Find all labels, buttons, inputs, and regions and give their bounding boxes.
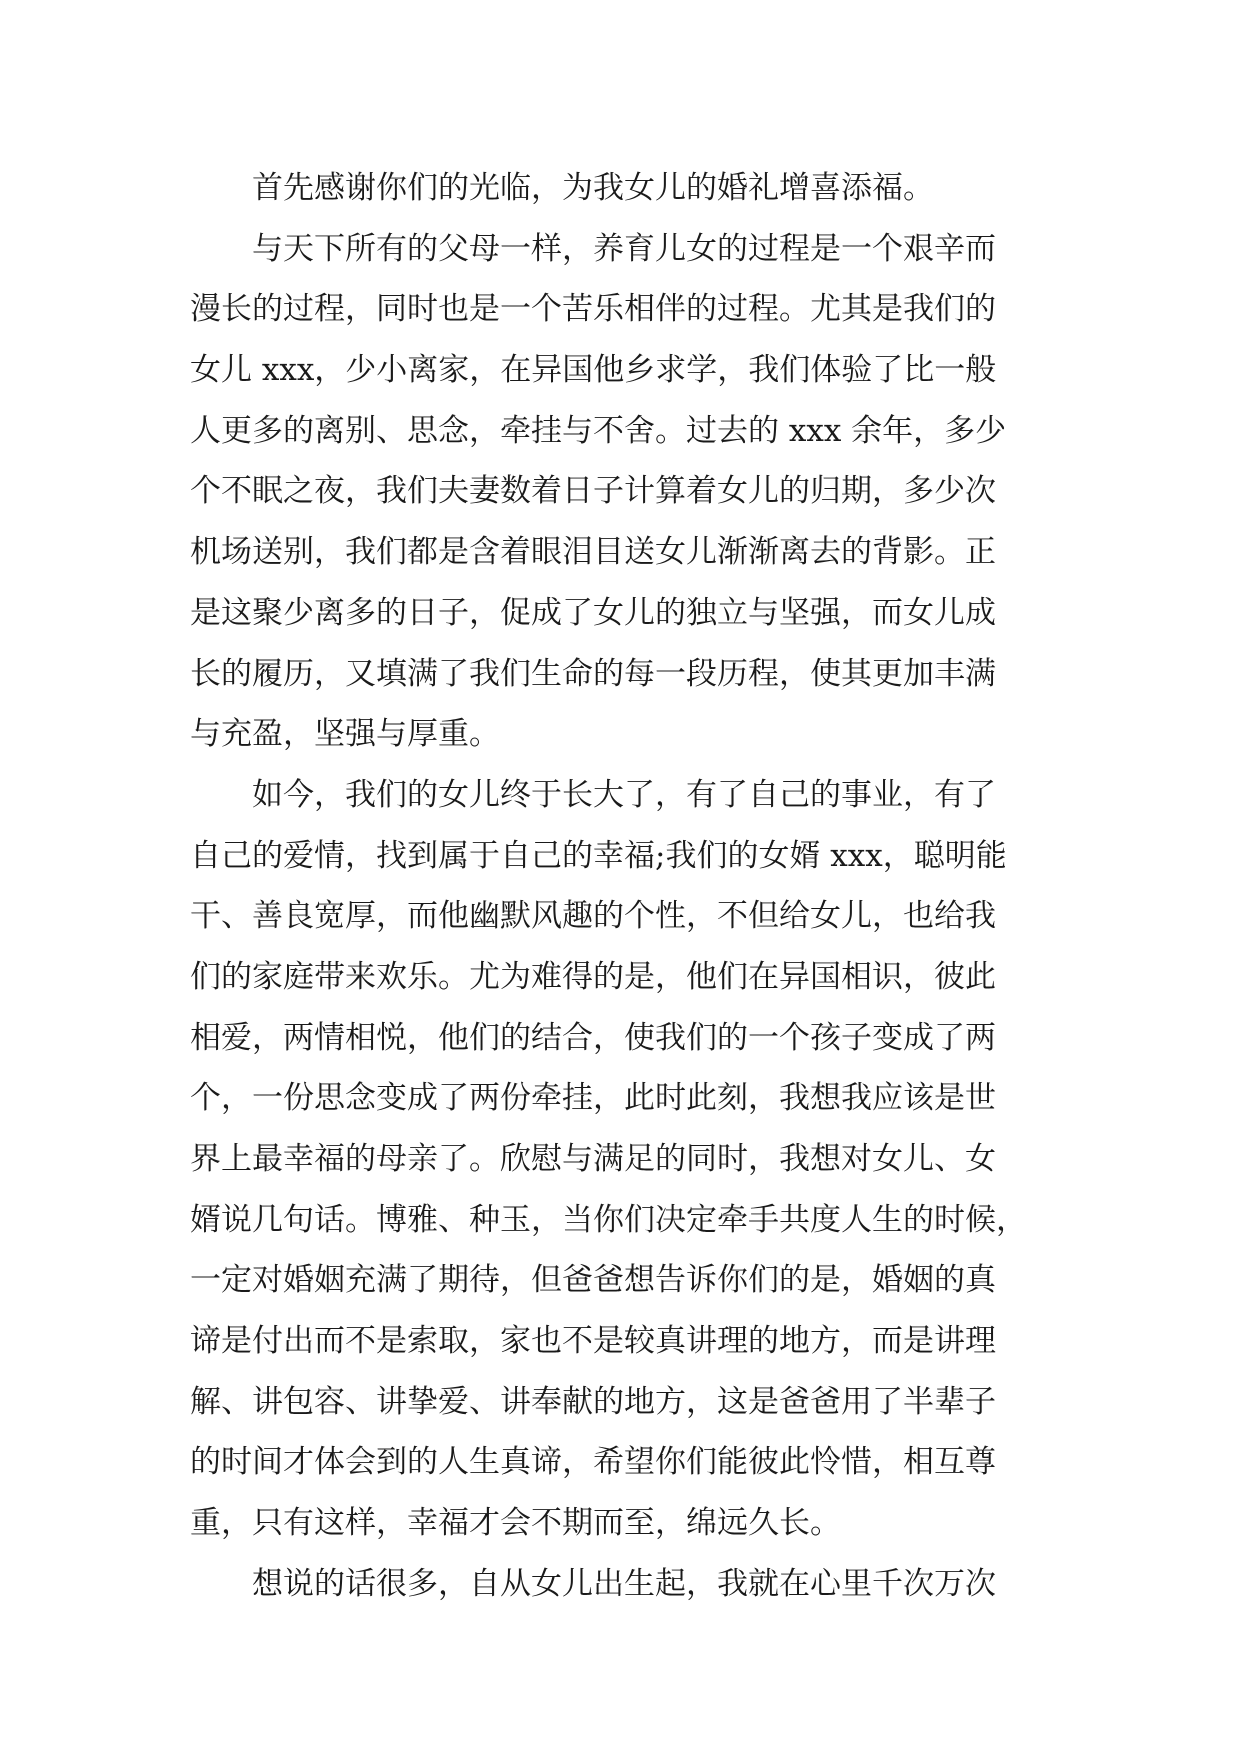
paragraph-2-line-1: 与天下所有的父母一样，养育儿女的过程是一个艰辛而	[252, 230, 996, 267]
paragraph-2-line-5: 个不眠之夜，我们夫妻数着日子计算着女儿的归期，多少次	[190, 473, 996, 510]
paragraph-2-line-4: 人更多的离别、思念，牵挂与不舍。过去的 xxx 余年，多少	[190, 412, 1007, 449]
paragraph-3-line-8: 婿说几句话。博雅、种玉，当你们决定牵手共度人生的时候，	[190, 1201, 1027, 1238]
paragraph-2-line-3: 女儿 xxx，少小离家，在异国他乡求学，我们体验了比一般	[190, 352, 997, 389]
document-body	[190, 158, 1050, 1615]
paragraph-3-line-2: 自己的爱情，找到属于自己的幸福;我们的女婿 xxx，聪明能	[190, 837, 1007, 874]
paragraph-3-line-12: 的时间才体会到的人生真谛，希望你们能彼此怜惜，相互尊	[190, 1444, 996, 1481]
paragraph-2-line-9: 与充盈，坚强与厚重。	[190, 716, 500, 753]
paragraph-2-line-7: 是这聚少离多的日子，促成了女儿的独立与坚强，而女儿成	[190, 594, 996, 631]
paragraph-3-line-7: 界上最幸福的母亲了。欣慰与满足的同时，我想对女儿、女	[190, 1141, 996, 1177]
paragraph-2-line-6: 机场送别，我们都是含着眼泪目送女儿渐渐离去的背影。正	[190, 534, 996, 571]
paragraph-3-line-1: 如今，我们的女儿终于长大了，有了自己的事业，有了	[252, 776, 996, 813]
paragraph-3-line-6: 个，一份思念变成了两份牵挂，此时此刻，我想我应该是世	[190, 1080, 996, 1117]
paragraph-2-line-2: 漫长的过程，同时也是一个苦乐相伴的过程。尤其是我们的	[190, 291, 996, 328]
paragraph-2-line-8: 长的履历，又填满了我们生命的每一段历程，使其更加丰满	[190, 655, 996, 692]
paragraph-3-line-4: 们的家庭带来欢乐。尤为难得的是，他们在异国相识，彼此	[190, 958, 996, 995]
paragraph-3-line-9: 一定对婚姻充满了期待，但爸爸想告诉你们的是，婚姻的真	[190, 1262, 996, 1299]
paragraph-3-line-11: 解、讲包容、讲挚爱、讲奉献的地方，这是爸爸用了半辈子	[190, 1383, 996, 1420]
paragraph-3-line-10: 谛是付出而不是索取，家也不是较真讲理的地方，而是讲理	[190, 1323, 996, 1360]
paragraph-1-line-1: 首先感谢你们的光临，为我女儿的婚礼增喜添福。	[252, 170, 934, 206]
paragraph-3-line-13: 重，只有这样，幸福才会不期而至，绵远久长。	[190, 1505, 841, 1542]
paragraph-3-line-5: 相爱，两情相悦，他们的结合，使我们的一个孩子变成了两	[190, 1019, 996, 1056]
paragraph-3-line-3: 干、善良宽厚，而他幽默风趣的个性，不但给女儿，也给我	[190, 898, 996, 935]
paragraph-4-line-1: 想说的话很多，自从女儿出生起，我就在心里千次万次	[252, 1565, 996, 1602]
